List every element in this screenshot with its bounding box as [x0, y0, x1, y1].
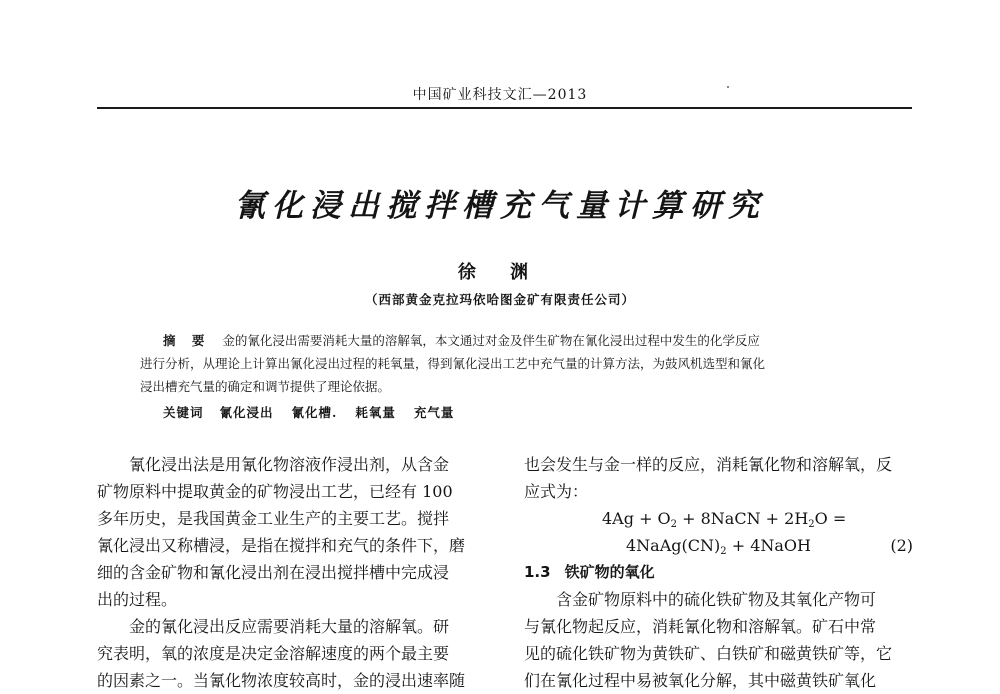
author-name: 徐 渊 — [457, 262, 543, 283]
paragraph-line: 含金矿物原料中的硫化铁矿物及其氧化产物可 — [556, 590, 877, 609]
keywords — [163, 403, 468, 421]
abstract-line — [140, 329, 895, 352]
paragraph-line: 见的硫化铁矿物为黄铁矿、白铁矿和磁黄铁矿等，它 — [524, 644, 893, 663]
section-number: 1.3 — [524, 563, 551, 581]
author-affiliation: （西部黄金克拉玛依哈图金矿有限责任公司） — [364, 292, 635, 307]
equation-line-1 — [524, 505, 916, 532]
abstract-label: 摘 要 — [163, 333, 211, 348]
paragraph-line: 氰化浸出又称槽浸，是指在搅拌和充气的条件下，磨 — [97, 536, 466, 555]
paragraph-line: 出的过程。 — [97, 590, 178, 609]
paragraph-line: 多年历史，是我国黄金工业生产的主要工艺。搅拌 — [97, 509, 450, 528]
paragraph-line: 的因素之一。当氰化物浓度较高时，金的浸出速率随 — [97, 671, 466, 690]
abstract-line: 浸出槽充气量的确定和调节提供了理论依据。 — [140, 379, 391, 394]
scan-speck — [727, 86, 729, 88]
body-left-column — [97, 451, 493, 694]
keywords-label: 关键词 — [163, 405, 204, 420]
equation-line-2 — [524, 532, 916, 559]
abstract-text: 金的氰化浸出需要消耗大量的溶解氧，本文通过对金及伴生矿物在氰化浸出过程中发生的化学反应 — [222, 333, 760, 348]
abstract — [140, 329, 895, 398]
header-rule — [97, 107, 912, 109]
paragraph-line: 细的含金矿物和氰化浸出剂在浸出搅拌槽中完成浸 — [97, 563, 450, 582]
equation-text: $4NaAg(CN)_2$ + 4NaOH — [626, 536, 811, 557]
keyword: 耗氧量 — [355, 405, 396, 420]
running-header: 中国矿业科技文汇—2013 — [412, 87, 588, 103]
equation-text: $4Ag + O_2$ + 8NaCN + $2H_2O$ = — [602, 509, 847, 530]
keyword: 充气量 — [413, 405, 455, 420]
paragraph-line: 氰化浸出法是用氰化物溶液作浸出剂，从含金 — [129, 455, 450, 474]
paragraph-line: 们在氰化过程中易被氧化分解，其中磁黄铁矿氧化 — [524, 671, 877, 690]
paragraph-line: 矿物原料中提取黄金的矿物浸出工艺，已经有 100 — [97, 482, 453, 501]
abstract-line: 进行分析，从理论上计算出氰化浸出过程的耗氧量，得到氰化浸出工艺中充气量的计算方法，为鼓风机选型和氰化 — [140, 356, 766, 371]
paragraph-line: 金的氰化浸出反应需要消耗大量的溶解氧。研 — [129, 617, 450, 636]
section-title: 铁矿物的氧化 — [564, 563, 655, 581]
paragraph-line: 与氰化物起反应，消耗氰化物和溶解氧。矿石中常 — [524, 617, 877, 636]
paragraph-line: 应式为： — [524, 482, 589, 501]
body-right-column — [524, 451, 916, 694]
paragraph-line: 究表明，氧的浓度是决定金溶解速度的两个最主要 — [97, 644, 450, 663]
paper-title: 氰化浸出搅拌槽充气量计算研究 — [234, 188, 766, 224]
equation-number: (2) — [890, 536, 913, 555]
section-heading — [524, 559, 916, 586]
keyword: 氰化槽. — [291, 405, 338, 420]
keyword: 氰化浸出 — [219, 405, 274, 420]
paragraph-line: 也会发生与金一样的反应，消耗氰化物和溶解氧，反 — [524, 455, 893, 474]
